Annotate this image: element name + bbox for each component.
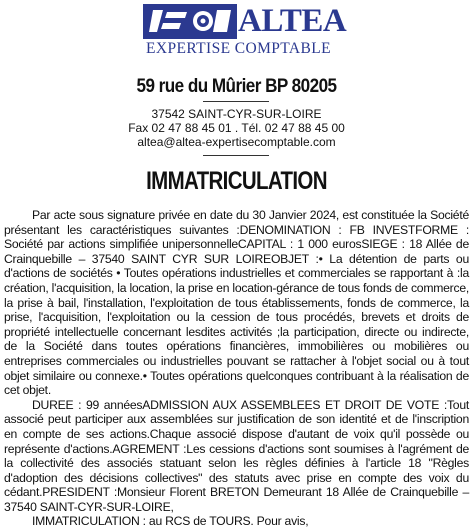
- logo-tagline: EXPERTISE COMPTABLE: [146, 40, 331, 57]
- notice-paragraph: DUREE : 99 annéesADMISSION AUX ASSEMBLEES ET DROIT DE VOTE :Tout associé peut participer aux assemblées sur justification de son identité et de l'inscription en compte de ses actions.Chaque associé dispose d'autant de voix qu'il possède ou représente d'actions.AGREMENT :Les cessions d'actions sont soumises à l'agrément de la collectivité des associés statuant selon les règles définies à l'article 18 "Règles d'adoption des décisions collectives" des statuts avec prise en compte des voix du cédant.PRESIDENT :Monsieur Florent BRETON Demeurant 18 Allée de Crainquebille – 37540 SAINT-CYR-SUR-LOIRE,: [4, 397, 469, 514]
- office-email: altea@altea-expertisecomptable.com: [137, 135, 336, 149]
- divider: [203, 101, 269, 102]
- logo-brand-name: ALTEA: [238, 3, 347, 39]
- notice-body: [4, 208, 469, 529]
- logo-mark-icon: [143, 4, 237, 39]
- office-phone-fax: Fax 02 47 88 45 01 . Tél. 02 47 88 45 00: [128, 121, 345, 135]
- notice-paragraph: IMMATRICULATION : au RCS de TOURS. Pour avis,: [32, 514, 309, 529]
- office-address: 59 rue du Mûrier BP 80205: [136, 76, 337, 97]
- office-city: 37542 SAINT-CYR-SUR-LOIRE: [151, 107, 322, 121]
- notice-title: IMMATRICULATION: [146, 167, 327, 195]
- altea-logo: [143, 3, 347, 62]
- divider: [203, 155, 269, 156]
- notice-paragraph: Par acte sous signature privée en date du 30 Janvier 2024, est constituée la Société présentant les caractéristiques suivantes :DENOMINATION : FB INVESTFORME : Société par actions simplifiée unipersonnelleCAPITAL : 1 000 eurosSIEGE : 18 Allée de Crainquebille – 37540 SAINT CYR SUR LOIREOBJET :• La détention de parts ou d'actions de sociétés • Toutes opérations industrielles et commerciales se rapportant à :la création, l'acquisition, la location, la prise en location-gérance de tous fonds de commerce, la prise à bail, l'installation, l'exploitation de tous établissements, fonds de commerce, la prise, l'acquisition, l'exploitation ou la cession de tous procédés, brevets et droits de propriété intellectuelle concernant lesdites activités ;la participation, directe ou indirecte, de la Société dans toutes opérations financières, immobilières ou mobilières ou entreprises commerciales ou industrielles pouvant se rattacher à l'objet social ou à tout objet similaire ou connexe.• Toutes opérations quelconques contribuant à la réalisation de cet objet.: [4, 208, 469, 398]
